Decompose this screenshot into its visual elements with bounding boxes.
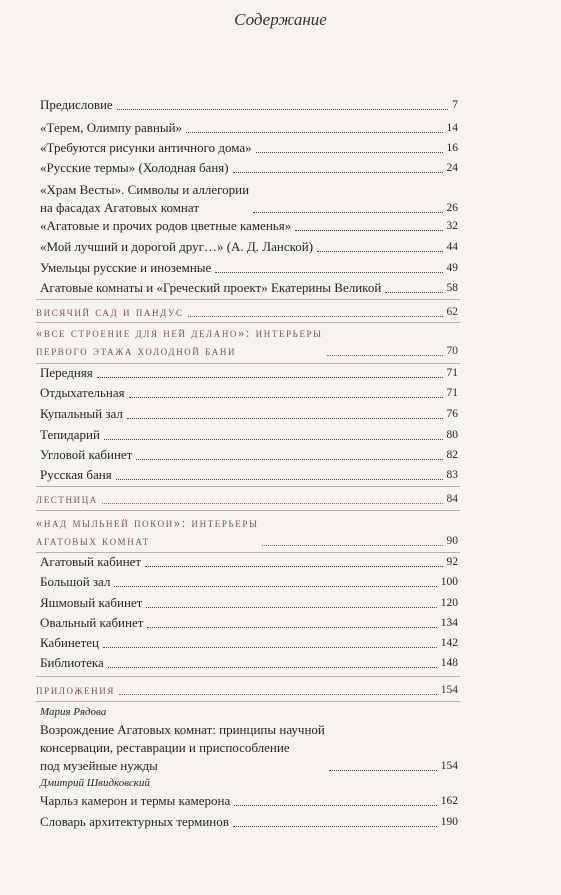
toc-section-page: 154 <box>440 684 458 696</box>
toc-entry[interactable] <box>40 594 458 612</box>
toc-entry-title: «Агатовые и прочих родов цветные каменья» <box>40 218 292 233</box>
toc-section[interactable] <box>36 490 458 508</box>
toc-entry-title: Передняя <box>40 365 93 380</box>
leader-dots <box>233 172 443 173</box>
toc-entry-page: 83 <box>446 469 458 481</box>
toc-entry[interactable] <box>40 119 458 137</box>
toc-entry-page: 134 <box>440 617 458 629</box>
toc-entry[interactable] <box>40 96 458 114</box>
leader-dots <box>146 607 436 608</box>
leader-dots <box>329 770 437 771</box>
leader-dots <box>97 377 443 378</box>
toc-section[interactable] <box>36 324 458 360</box>
leader-dots <box>145 566 442 567</box>
divider <box>36 322 460 323</box>
toc-section-page: 84 <box>446 493 458 505</box>
toc-entry-page: 92 <box>446 556 458 568</box>
leader-dots <box>136 459 442 460</box>
toc-entry[interactable] <box>40 446 458 464</box>
toc-entry[interactable] <box>40 238 458 256</box>
leader-dots <box>102 503 443 504</box>
toc-section-page: 62 <box>446 306 458 318</box>
toc-section[interactable] <box>36 681 458 699</box>
toc-entry-title: Угловой кабинет <box>40 447 133 462</box>
leader-dots <box>317 251 442 252</box>
toc-entry-page: 32 <box>446 220 458 232</box>
leader-dots <box>104 439 443 440</box>
leader-dots <box>262 545 442 546</box>
toc-entry-page: 44 <box>446 241 458 253</box>
toc-section-title-line: агатовых комнат <box>36 534 150 548</box>
toc-section-title: висячий сад и пандус <box>36 305 184 319</box>
toc-entry[interactable] <box>40 279 458 297</box>
toc-entry-title: «Требуются рисунки античного дома» <box>40 140 252 155</box>
toc-entry-page: 154 <box>440 760 458 772</box>
toc-entry-page: 80 <box>446 429 458 441</box>
leader-dots <box>108 667 437 668</box>
toc-entry-title: Словарь архитектурных терминов <box>40 814 229 829</box>
toc-entry[interactable] <box>40 573 458 591</box>
toc-entry[interactable] <box>40 259 458 277</box>
toc-entry-title: Предисловие <box>40 97 113 112</box>
toc-entry-title: Тепидарий <box>40 427 100 442</box>
toc-entry-page: 148 <box>440 657 458 669</box>
leader-dots <box>327 355 443 356</box>
toc-section-title: приложения <box>36 683 115 697</box>
toc-entry-page: 71 <box>446 367 458 379</box>
leader-dots <box>103 647 437 648</box>
toc-entry-page: 100 <box>440 576 458 588</box>
leader-dots <box>147 627 436 628</box>
toc-entry-title: «Русские термы» (Холодная баня) <box>40 160 229 175</box>
toc-entry[interactable] <box>40 466 458 484</box>
toc-entry-page: 7 <box>452 99 458 111</box>
leader-dots <box>186 132 442 133</box>
toc-entry-title: Чарльз камерон и термы камерона <box>40 793 231 808</box>
toc-entry-page: 14 <box>446 122 458 134</box>
divider <box>36 299 460 300</box>
divider <box>36 701 460 702</box>
toc-entry[interactable] <box>40 654 458 672</box>
toc-entry-title: Купальный зал <box>40 406 123 421</box>
divider <box>36 510 460 511</box>
toc-entry-title: Яшмовый кабинет <box>40 595 143 610</box>
author-name: Мария Рядова <box>40 706 107 718</box>
toc-section-title <box>36 514 258 550</box>
leader-dots <box>256 152 443 153</box>
leader-dots <box>119 694 437 695</box>
leader-dots <box>116 479 443 480</box>
toc-section-page: 70 <box>446 345 458 357</box>
toc-entry[interactable] <box>40 614 458 632</box>
leader-dots <box>215 272 442 273</box>
toc-entry-page: 24 <box>446 162 458 174</box>
toc-entry-title-line: «Храм Весты». Символы и аллегории <box>40 182 250 197</box>
toc-entry-title: «Терем, Олимпу равный» <box>40 120 183 135</box>
page-title: Содержание <box>234 10 327 29</box>
toc-entry-page: 16 <box>446 142 458 154</box>
toc-section-title-line: первого этажа холодной бани <box>36 344 237 358</box>
leader-dots <box>114 586 436 587</box>
toc-entry-title: Агатовый кабинет <box>40 554 142 569</box>
toc-entry-page: 82 <box>446 449 458 461</box>
toc-entry[interactable] <box>40 364 458 382</box>
toc-entry-title-line: консервации, реставрации и приспособление <box>40 740 290 755</box>
toc-entry[interactable] <box>40 792 458 810</box>
divider <box>36 676 460 677</box>
toc-section[interactable] <box>36 514 458 550</box>
toc-entry[interactable] <box>40 634 458 652</box>
author-name: Дмитрий Швидковский <box>40 777 150 789</box>
toc-entry[interactable] <box>40 181 458 217</box>
toc-entry-title <box>40 721 325 775</box>
toc-entry-page: 120 <box>440 597 458 609</box>
leader-dots <box>129 397 443 398</box>
toc-entry[interactable] <box>40 553 458 571</box>
toc-entry[interactable] <box>40 813 458 831</box>
leader-dots <box>188 316 443 317</box>
leader-dots <box>233 826 437 827</box>
leader-dots <box>385 292 442 293</box>
toc-entry-title: Большой зал <box>40 574 111 589</box>
toc-entry-page: 26 <box>446 202 458 214</box>
toc-entry[interactable] <box>40 721 458 775</box>
toc-entry[interactable] <box>40 159 458 177</box>
toc-entry-title-line: на фасадах Агатовых комнат <box>40 200 199 215</box>
toc-entry-title: Агатовые комнаты и «Греческий проект» Екатерины Великой <box>40 280 382 295</box>
toc-entry-title: «Мой лучший и дорогой друг…» (А. Д. Ланской) <box>40 239 314 254</box>
toc-entry-page: 58 <box>446 282 458 294</box>
leader-dots <box>234 805 437 806</box>
toc-section[interactable] <box>36 303 458 321</box>
toc-entry-page: 71 <box>446 387 458 399</box>
toc-entry-page: 162 <box>440 795 458 807</box>
toc-entry-title: Отдыхательная <box>40 385 125 400</box>
toc-section-title-line: «все строение для ней делано»: интерьеры <box>36 326 323 340</box>
toc-entry[interactable] <box>40 405 458 423</box>
toc-entry[interactable] <box>40 217 458 235</box>
leader-dots <box>253 212 442 213</box>
toc-entry-page: 76 <box>446 408 458 420</box>
toc-entry-title: Русская баня <box>40 467 112 482</box>
toc-entry-title: Библиотека <box>40 655 104 670</box>
leader-dots <box>295 230 442 231</box>
leader-dots <box>117 109 449 110</box>
toc-section-page: 90 <box>446 535 458 547</box>
toc-section-title-line: «над мыльней покои»: интерьеры <box>36 516 259 530</box>
toc-entry-page: 190 <box>440 816 458 828</box>
leader-dots <box>127 418 443 419</box>
toc-section-title <box>36 324 323 360</box>
toc-entry-title-line: под музейные нужды <box>40 758 158 773</box>
toc-entry[interactable] <box>40 139 458 157</box>
toc-entry-page: 49 <box>446 262 458 274</box>
toc-entry-title: Овальный кабинет <box>40 615 144 630</box>
toc-entry-title <box>40 181 249 217</box>
toc-section-title: лестница <box>36 492 98 506</box>
toc-entry-title: Кабинетец <box>40 635 99 650</box>
toc-entry[interactable] <box>40 384 458 402</box>
toc-entry[interactable] <box>40 426 458 444</box>
toc-entry-title: Умельцы русские и иноземные <box>40 260 212 275</box>
toc-entry-page: 142 <box>440 637 458 649</box>
divider <box>36 486 460 487</box>
toc-entry-title-line: Возрождение Агатовых комнат: принципы научной <box>40 722 325 737</box>
